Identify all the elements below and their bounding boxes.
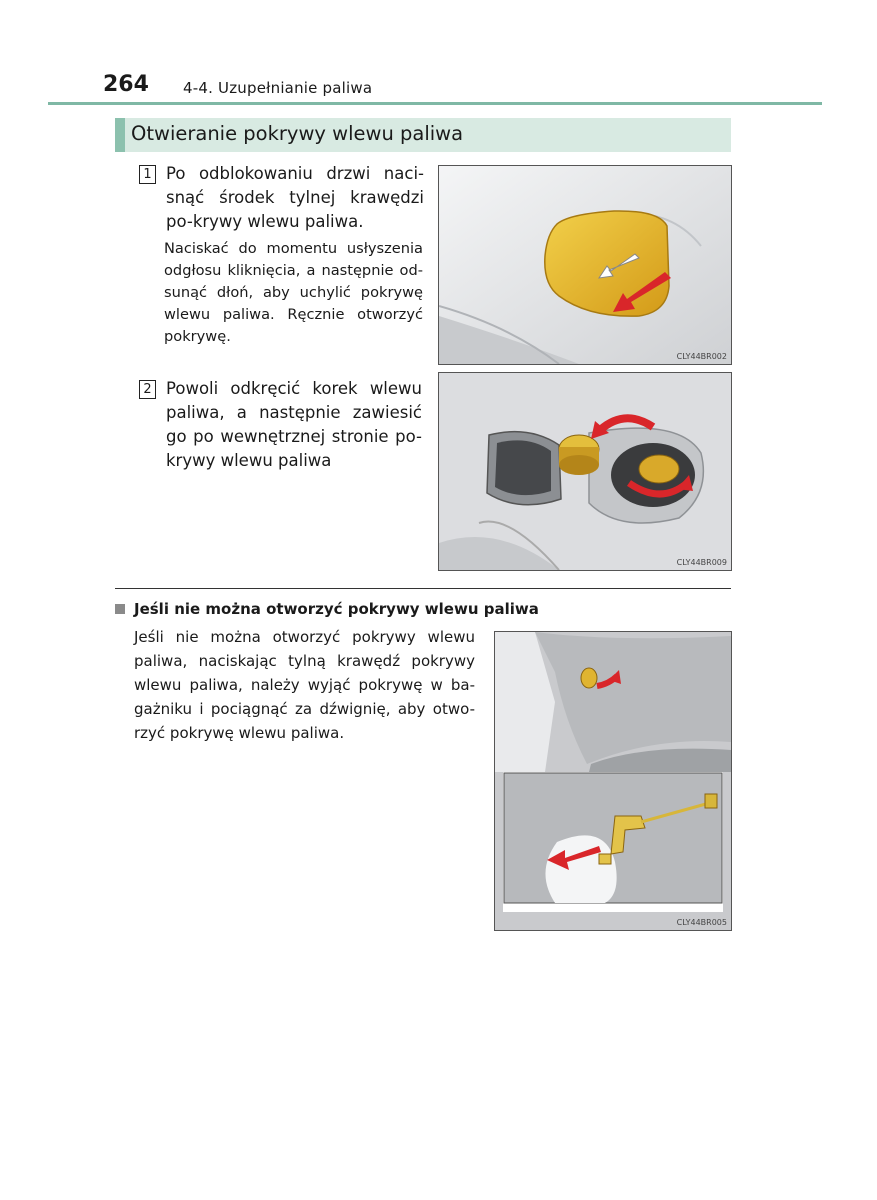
figure-code: CLY44BR002 bbox=[676, 352, 727, 361]
step-1-note: Naciskać do momentu usłyszenia odgłosu kliknięcia, a następnie od-sunąć dłoń, aby uchylić pokrywę wlewu paliwa. Ręcznie otworzyć pokrywę. bbox=[164, 240, 423, 345]
figure-fuel-door-press bbox=[438, 165, 732, 365]
section-title-accent bbox=[115, 118, 125, 152]
chapter-title: 4-4. Uzupełnianie paliwa bbox=[183, 79, 373, 97]
step-1-number: 1 bbox=[139, 165, 156, 184]
bullet-square-icon bbox=[115, 604, 125, 614]
step-1-text: Po odblokowaniu drzwi naci-snąć środek tylnej krawędzi po-krywy wlewu paliwa. bbox=[166, 164, 424, 231]
fuel-cap-illustration bbox=[439, 373, 731, 570]
section-title: Otwieranie pokrywy wlewu paliwa bbox=[131, 122, 464, 145]
step-2-text: Powoli odkręcić korek wlewu paliwa, a następnie zawiesić go po wewnętrznej stronie po-krywy wlewu paliwa bbox=[166, 379, 422, 470]
trunk-lever-illustration bbox=[495, 632, 731, 930]
figure-trunk-lever bbox=[494, 631, 732, 931]
figure-code: CLY44BR009 bbox=[676, 558, 727, 567]
step-2-number: 2 bbox=[139, 380, 156, 399]
figure-fuel-cap-open bbox=[438, 372, 732, 571]
figure-code: CLY44BR005 bbox=[676, 918, 727, 927]
subsection-text: Jeśli nie można otworzyć pokrywy wlewu paliwa, naciskając tylną krawędź pokrywy wlewu paliwa, należy wyjąć pokrywę w ba-gażniku i pociągnąć za dźwignię, aby otwo-rzyć pokrywę wlewu paliwa. bbox=[134, 628, 475, 742]
section-divider bbox=[115, 588, 731, 589]
subsection-title: Jeśli nie można otworzyć pokrywy wlewu paliwa bbox=[134, 600, 539, 618]
page-number: 264 bbox=[103, 72, 149, 97]
header-divider bbox=[48, 102, 822, 105]
fuel-door-illustration bbox=[439, 166, 731, 364]
